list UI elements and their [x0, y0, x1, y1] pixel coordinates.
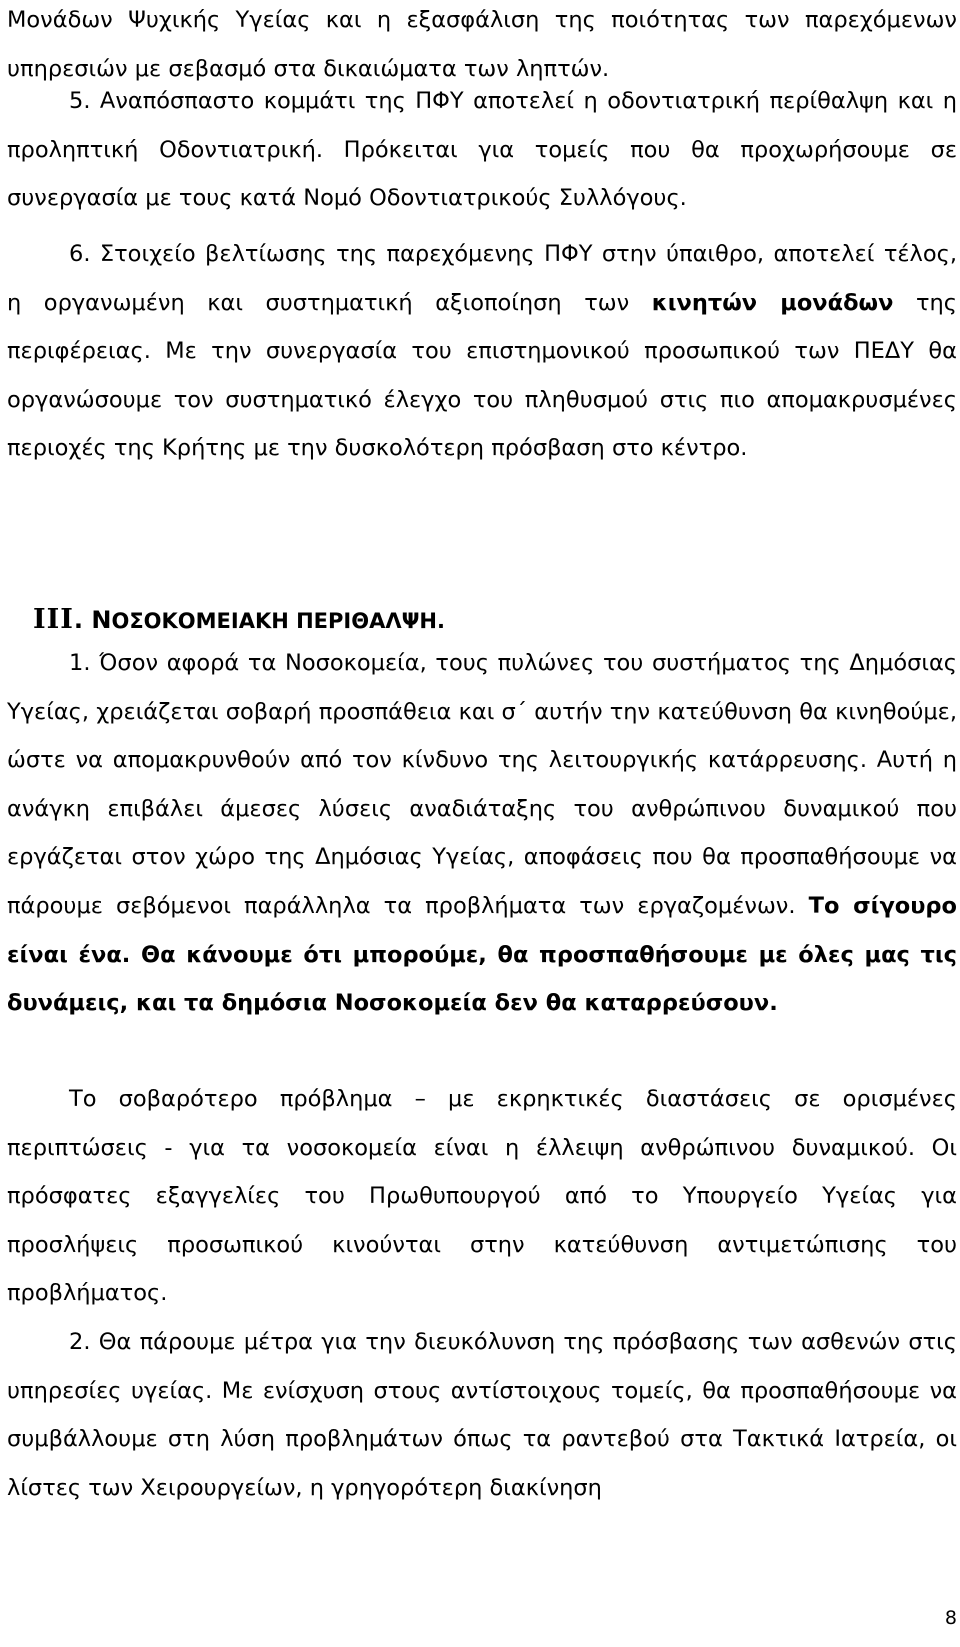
paragraph-item-6: [7, 230, 957, 473]
paragraph-hospital-1: [7, 639, 957, 1028]
item-6-bold-phrase: κινητών μονάδων: [651, 289, 894, 316]
section-numeral: ΙΙΙ: [33, 604, 74, 635]
section-separator: .: [73, 606, 92, 634]
paragraph-hospital-2: [7, 1318, 957, 1512]
hospital-problem-text: Το σοβαρότερο πρόβλημα – με εκρηκτικές διαστάσεις σε ορισμένες περιπτώσεις - για τα νοσοκομεία είναι η έλλειψη ανθρώπινου δυναμικού. Οι πρόσφατες εξαγγελίες του Πρωθυπουργού από το Υπουργείο Υγείας για προσλήψεις προσωπικού κινούνται στην κατεύθυνση αντιμετώπισης του προβλήματος.: [7, 1086, 957, 1307]
item-5-text: 5. Αναπόσπαστο κομμάτι της ΠΦΥ αποτελεί η οδοντιατρική περίθαλψη και η προληπτική Οδοντιατρική. Πρόκειται για τομείς που θα προχωρήσουμε σε συνεργασία με τους κατά Νομό Οδοντιατρικούς Συλλόγους.: [7, 88, 957, 212]
item-6-text-end: της περιφέρειας. Με την συνεργασία του επιστημονικού προσωπικού των ΠΕΔΥ θα οργανώσουμε τον συστηματικό έλεγχο του πληθυσμού στις πιο απομακρυσμένες περιοχές της Κρήτης με την δυσκολότερη πρόσβαση στο κέντρο.: [7, 289, 957, 462]
hospital-2-text: 2. Θα πάρουμε μέτρα για την διευκόλυνση της πρόσβασης των ασθενών στις υπηρεσίες υγείας. Με ενίσχυση στους αντίστοιχους τομείς, θα προσπαθήσουμε να συμβάλλουμε στη λύση προβλημάτων όπως τα ραντεβού στα Τακτικά Ιατρεία, οι λίστες των Χειρουργείων, η γρηγορότερη διακίνηση: [7, 1329, 957, 1501]
hospital-1-bold-statement: Το σίγουρο είναι ένα. Θα κάνουμε ότι μπορούμε, θα προσπαθήσουμε με όλες μας τις δυνάμεις, και τα δημόσια Νοσοκομεία δεν θα καταρρεύσουν.: [7, 892, 957, 1017]
continuation-line-2: υπηρεσιών με σεβασμό στα δικαιώματα των ληπτών.: [7, 55, 610, 82]
section-heading: [33, 596, 445, 645]
page-number: 8: [944, 1607, 957, 1629]
item-6-text-start: 6. Στοιχείο βελτίωσης της παρεχόμενης ΠΦΥ στην ύπαιθρο, αποτελεί τέλος, η οργανωμένη και συστηματική αξιοποίηση των: [7, 241, 957, 316]
paragraph-hospital-problem: [7, 1075, 957, 1318]
paragraph-item-5: [7, 77, 957, 223]
section-title-initial: Ν: [91, 606, 112, 634]
continuation-line-1: Μονάδων Ψυχικής Υγείας και η εξασφάλιση της ποιότητας των παρεχόμενων: [7, 7, 957, 33]
hospital-1-text: 1. Όσον αφορά τα Νοσοκομεία, τους πυλώνες του συστήματος της Δημόσιας Υγείας, χρειάζεται σοβαρή προσπάθεια και σ΄ αυτήν την κατεύθυνση θα κινηθούμε, ώστε να απομακρυνθούν από τον κίνδυνο της λειτουργικής κατάρρευσης. Αυτή η ανάγκη επιβάλει άμεσες λύσεις αναδιάταξης του ανθρώπινου δυναμικού που εργάζεται στον χώρο της Δημόσιας Υγείας, αποφάσεις που θα προσπαθήσουμε να πάρουμε σεβόμενοι παράλληλα τα προβλήματα των εργαζομένων.: [7, 650, 957, 919]
section-title-rest: ΟΣΟΚΟΜΕΙΑΚΗ ΠΕΡΙΘΑΛΨΗ.: [111, 609, 445, 633]
